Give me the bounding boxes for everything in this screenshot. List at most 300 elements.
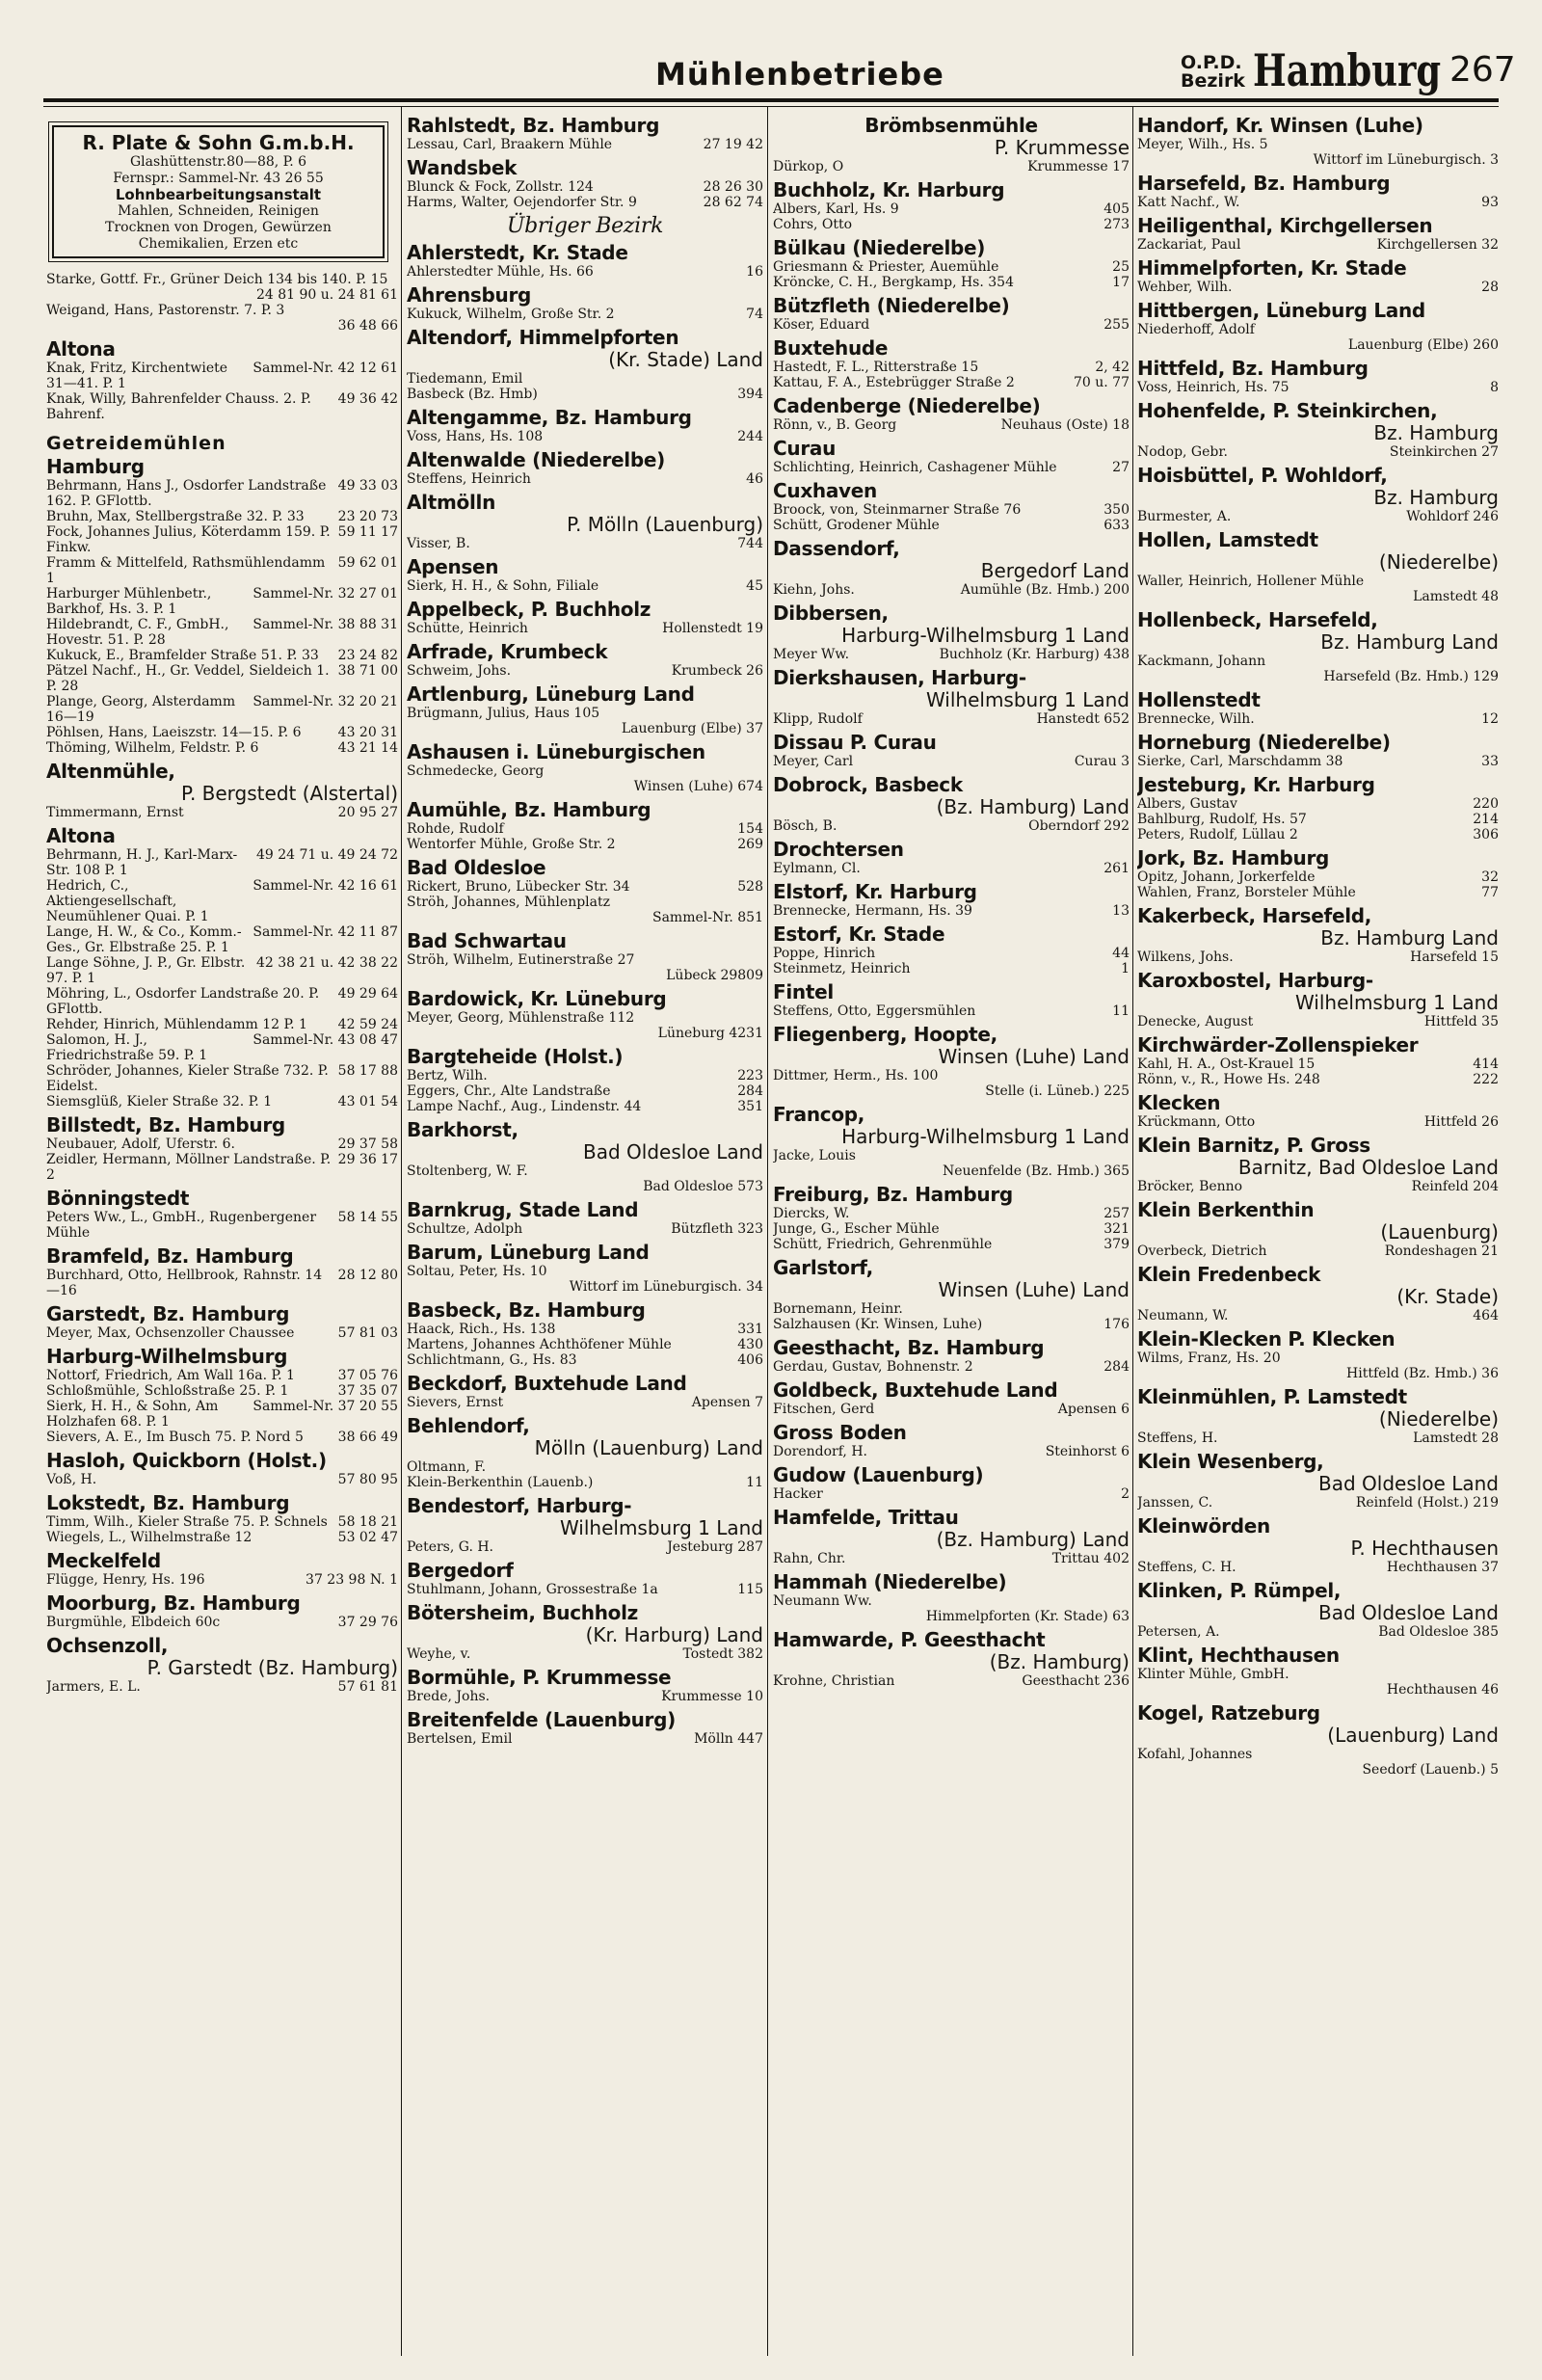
place-subheading: (Niederelbe) — [1378, 550, 1499, 574]
place-heading: Bötersheim, Buchholz — [407, 1601, 638, 1624]
listing-name: Möhring, L., Osdorfer Landstraße 20. P. GFlottb. — [46, 986, 320, 1017]
listing-entry — [46, 740, 398, 756]
listing-name: Rönn, v., R., Howe Hs. 248 — [1137, 1072, 1320, 1087]
place-heading: Kleinmühlen, P. Lamstedt — [1137, 1385, 1407, 1408]
listing-name: Rönn, v., B. Georg — [773, 417, 897, 433]
listing-entry — [46, 1368, 398, 1383]
place-subheading: P. Krummesse — [994, 136, 1130, 159]
listing-phone: Sammel-Nr. 43 08 47 — [253, 1032, 398, 1048]
listing-name: Wiegels, L., Wilhelmstraße 12 — [46, 1530, 253, 1545]
listing-name: Rickert, Bruno, Lübecker Str. 34 — [407, 879, 630, 895]
listing-phone: Hittfeld (Bz. Hmb.) 36 — [1346, 1366, 1499, 1381]
listing-entry — [1137, 1747, 1499, 1762]
listing-name: Bösch, B. — [773, 818, 837, 834]
listing-entry — [773, 360, 1130, 375]
listing-entry — [773, 1609, 1130, 1624]
listing-name: Lange Söhne, J. P., Gr. Elbstr. 97. P. 1 — [46, 955, 246, 986]
listing-entry — [773, 1593, 1130, 1609]
opd-line2: Bezirk — [1181, 70, 1245, 92]
place-heading: Brömbsenmühle — [864, 114, 1038, 137]
listing-name: Burchhard, Otto, Hellbrook, Rahnstr. 14—16 — [46, 1268, 323, 1298]
listing-entry — [773, 460, 1130, 475]
listing-phone: 24 81 90 u. 24 81 61 — [255, 287, 398, 303]
listing-name: Bertz, Wilh. — [407, 1068, 488, 1083]
place-heading: Klein Fredenbeck — [1137, 1263, 1321, 1286]
place-subheading: (Kr. Stade) Land — [608, 348, 763, 371]
listing-phone: Lübeck 29809 — [666, 968, 763, 983]
listing-entry — [1137, 711, 1499, 727]
listing-name — [773, 1163, 937, 1179]
listing-phone: 284 — [737, 1083, 763, 1099]
place-heading: Dissau P. Curau — [773, 731, 937, 754]
opd-line1: O.P.D. — [1181, 52, 1242, 73]
listing-phone: Sammel-Nr. 32 27 01 — [253, 586, 398, 602]
listing-name: Behrmann, Hans J., Osdorfer Landstraße 162. P. GFlottb. — [46, 478, 327, 509]
place-heading: Ahrensburg — [407, 283, 532, 307]
place-subheading: Harburg-Wilhelmsburg 1 Land — [841, 1125, 1130, 1148]
listing-phone: 23 24 82 — [337, 648, 398, 663]
region-heading: Übriger Bezirk — [506, 214, 664, 238]
place-subheading: Wilhelmsburg 1 Land — [925, 688, 1130, 711]
listing-entry — [407, 1395, 763, 1410]
listing-name: Schlichting, Heinrich, Cashagener Mühle — [773, 460, 1057, 475]
listing-entry — [46, 1210, 398, 1241]
place-heading: Wandsbek — [407, 156, 518, 179]
place-subheading: P. Mölln (Lauenburg) — [567, 513, 763, 536]
place-heading: Billstedt, Bz. Hamburg — [46, 1113, 285, 1137]
listing-phone: 306 — [1473, 827, 1499, 842]
listing-entry — [773, 259, 1130, 275]
listing-phone: Wittorf im Lüneburgisch. 34 — [569, 1279, 763, 1295]
listing-phone: Lüneburg 4231 — [657, 1026, 763, 1041]
listing-name: Knak, Fritz, Kirchentwiete 31—41. P. 1 — [46, 361, 228, 391]
listing-entry — [1137, 137, 1499, 152]
listing-name: Rohde, Rudolf — [407, 821, 504, 837]
listing-entry — [407, 387, 763, 402]
place-heading: Hollenbeck, Harsefeld, — [1137, 608, 1378, 631]
place-heading: Horneburg (Niederelbe) — [1137, 731, 1391, 754]
listing-entry — [46, 1679, 398, 1695]
place-subheading: Bergedorf Land — [980, 559, 1130, 582]
listing-name: Sierk, H. H., & Sohn, Am Holzhafen 68. P. 1 — [46, 1399, 219, 1430]
place-heading: Goldbeck, Buxtehude Land — [773, 1378, 1058, 1402]
listing-name: Poppe, Hinrich — [773, 946, 876, 961]
place-heading: Dassendorf, — [773, 537, 900, 560]
listing-entry — [407, 879, 763, 895]
listing-entry — [1137, 1243, 1499, 1259]
listing-name — [407, 721, 616, 736]
listing-entry — [1137, 1179, 1499, 1194]
listing-name: Katt Nachf., W. — [1137, 195, 1240, 210]
place-heading: Harsefeld, Bz. Hamburg — [1137, 172, 1391, 195]
listing-entry — [1137, 669, 1499, 684]
listing-name: Schloßmühle, Schloßstraße 25. P. 1 — [46, 1383, 289, 1399]
listing-name: Denecke, August — [1137, 1014, 1254, 1030]
listing-entry — [773, 946, 1130, 961]
listing-phone: 16 — [746, 264, 763, 280]
listing-entry — [46, 1325, 398, 1341]
listing-entry — [773, 518, 1130, 533]
place-subheading: (Kr. Stade) — [1396, 1285, 1499, 1308]
listing-name: Bertelsen, Emil — [407, 1731, 513, 1747]
listing-phone: 255 — [1103, 317, 1130, 333]
column-2 — [407, 110, 763, 2351]
listing-phone: 2, 42 — [1095, 360, 1130, 375]
listing-phone: 744 — [737, 536, 763, 551]
listing-name: Hildebrandt, C. F., GmbH., Hovestr. 51. P. 28 — [46, 617, 229, 648]
listing-name: Schröder, Johannes, Kieler Straße 732. P. Eidelst. — [46, 1063, 329, 1094]
listing-name: Meyer, Georg, Mühlenstraße 112 — [407, 1010, 635, 1026]
listing-entry — [407, 1337, 763, 1352]
listing-entry — [46, 1472, 398, 1487]
listing-phone: 58 18 21 — [337, 1514, 398, 1530]
listing-name: Steffens, H. — [1137, 1431, 1218, 1446]
listing-entry — [773, 818, 1130, 834]
listing-phone: 17 — [1112, 275, 1130, 290]
listing-name — [1137, 589, 1407, 604]
place-heading: Francop, — [773, 1103, 865, 1126]
listing-name: Bröcker, Benno — [1137, 1179, 1243, 1194]
listing-entry — [1137, 1667, 1499, 1682]
place-heading: Harburg-Wilhelmsburg — [46, 1345, 288, 1368]
listing-entry — [46, 725, 398, 740]
place-heading: Barum, Lüneburg Land — [407, 1241, 650, 1264]
listing-entry — [407, 1646, 763, 1662]
listing-entry — [46, 955, 398, 986]
listing-entry — [773, 903, 1130, 919]
column-1 — [46, 110, 398, 2351]
listing-entry — [1137, 380, 1499, 395]
listing-entry — [46, 617, 398, 648]
listing-phone: 414 — [1473, 1056, 1499, 1072]
place-subheading: (Lauenburg) Land — [1327, 1724, 1499, 1747]
place-subheading: Bad Oldesloe Land — [1318, 1601, 1499, 1624]
listing-phone: 37 05 76 — [337, 1368, 398, 1383]
place-heading: Hollen, Lamstedt — [1137, 528, 1318, 551]
listing-name: Albers, Gustav — [1137, 796, 1237, 812]
listing-phone: 49 36 42 — [337, 391, 398, 407]
listing-name — [46, 287, 251, 303]
listing-name: Nodop, Gebr. — [1137, 444, 1228, 460]
listing-name: Voss, Heinrich, Hs. 75 — [1137, 380, 1289, 395]
listing-name: Kukuck, Wilhelm, Große Str. 2 — [407, 307, 615, 322]
listing-entry — [407, 195, 763, 210]
category-heading: Getreidemühlen — [46, 433, 226, 454]
place-heading: Beckdorf, Buxtehude Land — [407, 1372, 687, 1395]
listing-name: Jarmers, E. L. — [46, 1679, 141, 1695]
place-heading: Altenwalde (Niederelbe) — [407, 448, 665, 471]
listing-phone: 154 — [737, 821, 763, 837]
listing-entry — [407, 536, 763, 551]
listing-entry — [1137, 1072, 1499, 1087]
listing-phone: 74 — [746, 307, 763, 322]
listing-name: Wilkens, Johs. — [1137, 949, 1234, 965]
listing-entry — [407, 1068, 763, 1083]
listing-entry — [407, 1582, 763, 1597]
listing-phone: 220 — [1473, 796, 1499, 812]
listing-name: Basbeck (Bz. Hmb) — [407, 387, 538, 402]
listing-phone: 29 36 17 — [337, 1152, 398, 1167]
listing-phone: Bad Oldesloe 573 — [643, 1179, 763, 1194]
listing-phone: 93 — [1481, 195, 1499, 210]
listing-phone: Bützfleth 323 — [671, 1221, 763, 1237]
place-heading: Hamfelde, Trittau — [773, 1506, 959, 1529]
place-heading: Cadenberge (Niederelbe) — [773, 394, 1041, 417]
place-heading: Drochtersen — [773, 838, 904, 861]
listing-entry — [407, 578, 763, 594]
ad-subtitle: Lohnbearbeitungsanstalt — [115, 186, 322, 203]
listing-entry — [773, 417, 1130, 433]
listing-name: Hastedt, F. L., Ritterstraße 15 — [773, 360, 979, 375]
listing-phone: 406 — [737, 1352, 763, 1368]
listing-phone: Krumbeck 26 — [671, 663, 763, 679]
place-heading: Buxtehude — [773, 336, 889, 360]
listing-name: Niederhoff, Adolf — [1137, 322, 1255, 337]
column-divider — [401, 106, 402, 2356]
listing-phone: Sammel-Nr. 42 12 61 — [253, 361, 398, 376]
listing-entry — [1137, 812, 1499, 827]
listing-name: Tiedemann, Emil — [407, 371, 523, 387]
listing-phone: 77 — [1481, 885, 1499, 900]
place-heading: Meckelfeld — [46, 1549, 161, 1572]
listing-name: Lampe Nachf., Aug., Lindenstr. 44 — [407, 1099, 642, 1114]
listing-phone: Himmelpforten (Kr. Stade) 63 — [925, 1609, 1130, 1624]
listing-name — [46, 318, 332, 334]
listing-entry — [1137, 1431, 1499, 1446]
listing-entry — [773, 502, 1130, 518]
listing-name: Brennecke, Wilh. — [1137, 711, 1255, 727]
listing-phone: Hechthausen 46 — [1386, 1682, 1499, 1698]
listing-entry — [1137, 869, 1499, 885]
listing-phone: 176 — [1103, 1317, 1130, 1332]
listing-name: Lange, H. W., & Co., Komm.-Ges., Gr. Elbstraße 25. P. 1 — [46, 924, 242, 955]
listing-phone: 36 48 66 — [337, 318, 398, 334]
listing-entry — [1137, 509, 1499, 524]
listing-name: Voss, Hans, Hs. 108 — [407, 429, 544, 444]
place-subheading: (Bz. Hamburg) — [989, 1650, 1130, 1673]
listing-name: Overbeck, Dietrich — [1137, 1243, 1267, 1259]
listing-name: Wilms, Franz, Hs. 20 — [1137, 1350, 1281, 1366]
listing-phone: 46 — [746, 471, 763, 487]
column-divider — [767, 106, 768, 2356]
listing-entry — [46, 847, 398, 878]
listing-entry — [773, 861, 1130, 876]
listing-name: Knak, Willy, Bahrenfelder Chauss. 2. P. Bahrenf. — [46, 391, 311, 422]
listing-entry — [407, 763, 763, 779]
listing-entry — [46, 1032, 398, 1063]
listing-phone: Lamstedt 48 — [1413, 589, 1499, 604]
ad-body-line: Mahlen, Schneiden, Reinigen — [118, 203, 319, 219]
place-heading: Altendorf, Himmelpforten — [407, 326, 679, 349]
listing-phone: Reinfeld 204 — [1411, 1179, 1499, 1194]
listing-phone: 57 80 95 — [337, 1472, 398, 1487]
listing-phone: Hanstedt 652 — [1036, 711, 1130, 727]
listing-name: Klein-Berkenthin (Lauenb.) — [407, 1475, 594, 1490]
listing-name: Steffens, Heinrich — [407, 471, 531, 487]
opd-label — [1181, 54, 1245, 91]
listing-name: Sierk, H. H., & Sohn, Filiale — [407, 578, 599, 594]
ad-title: R. Plate & Sohn G.m.b.H. — [82, 131, 355, 154]
place-subheading: P. Garstedt (Bz. Hamburg) — [146, 1656, 398, 1679]
place-heading: Altengamme, Bz. Hamburg — [407, 406, 692, 429]
advertisement — [52, 125, 385, 258]
listing-entry — [773, 1301, 1130, 1317]
listing-phone: 28 12 80 — [337, 1268, 398, 1283]
listing-entry — [1137, 827, 1499, 842]
listing-entry — [407, 1689, 763, 1704]
place-heading: Kakerbeck, Harsefeld, — [1137, 904, 1372, 927]
listing-entry — [773, 1163, 1130, 1179]
section-title: Mühlenbetriebe — [655, 56, 944, 93]
place-heading: Lokstedt, Bz. Hamburg — [46, 1491, 290, 1514]
place-heading: Klein Berkenthin — [1137, 1198, 1315, 1221]
listing-name: Schütt, Friedrich, Gehrenmühle — [773, 1237, 993, 1252]
listing-phone: 49 29 64 — [337, 986, 398, 1002]
listing-phone: 633 — [1103, 518, 1130, 533]
listing-name — [1137, 669, 1317, 684]
listing-phone: 49 33 03 — [337, 478, 398, 494]
listing-entry — [773, 1359, 1130, 1375]
listing-entry — [46, 1430, 398, 1445]
listing-name: Meyer Ww. — [773, 647, 850, 662]
listing-entry — [407, 1163, 763, 1179]
place-heading: Rahlstedt, Bz. Hamburg — [407, 114, 660, 137]
listing-entry — [1137, 1495, 1499, 1511]
listing-name: Kröncke, C. H., Bergkamp, Hs. 354 — [773, 275, 1014, 290]
listing-entry — [407, 1083, 763, 1099]
listing-name: Weyhe, v. — [407, 1646, 471, 1662]
listing-name: Janssen, C. — [1137, 1495, 1213, 1511]
listing-entry — [407, 1352, 763, 1368]
place-heading: Altmölln — [407, 491, 496, 514]
listing-name: Wahlen, Franz, Borsteler Mühle — [1137, 885, 1356, 900]
listing-entry — [407, 910, 763, 925]
listing-phone: 464 — [1473, 1308, 1499, 1324]
listing-phone: 29 37 58 — [337, 1137, 398, 1152]
listing-name: Starke, Gottf. Fr., Grüner Deich 134 bis 140. P. 15 — [46, 272, 388, 287]
place-subheading: (Bz. Hamburg) Land — [936, 795, 1130, 818]
listing-phone: 45 — [746, 578, 763, 594]
place-heading: Klein-Klecken P. Klecken — [1137, 1327, 1396, 1350]
listing-phone: 43 01 54 — [337, 1094, 398, 1110]
listing-name: Timm, Wilh., Kieler Straße 75. P. Schnels — [46, 1514, 328, 1530]
listing-phone: Oberndorf 292 — [1028, 818, 1130, 834]
listing-phone: 8 — [1490, 380, 1499, 395]
listing-entry — [773, 317, 1130, 333]
listing-name: Salomon, H. J., Friedrichstraße 59. P. 1 — [46, 1032, 208, 1063]
listing-entry — [407, 721, 763, 736]
listing-entry — [773, 582, 1130, 598]
listing-name: Timmermann, Ernst — [46, 805, 184, 820]
listing-name: Sierke, Carl, Marschdamm 38 — [1137, 754, 1343, 769]
listing-entry — [773, 647, 1130, 662]
listing-entry — [46, 1137, 398, 1152]
listing-entry — [46, 663, 398, 694]
listing-entry — [773, 1486, 1130, 1502]
listing-name: Krückmann, Otto — [1137, 1114, 1256, 1130]
listing-phone: Hollenstedt 19 — [662, 621, 763, 636]
listing-entry — [773, 201, 1130, 217]
place-heading: Klein Wesenberg, — [1137, 1450, 1324, 1473]
listing-phone: 43 21 14 — [337, 740, 398, 756]
place-subheading: Bz. Hamburg — [1373, 486, 1499, 509]
listing-phone: Sammel-Nr. 37 20 55 — [253, 1399, 398, 1414]
listing-entry — [407, 821, 763, 837]
listing-name: Petersen, A. — [1137, 1624, 1220, 1640]
listing-entry — [773, 217, 1130, 232]
place-heading: Dierkshausen, Harburg- — [773, 666, 1026, 689]
listing-entry — [773, 711, 1130, 727]
listing-phone: 394 — [737, 387, 763, 402]
listing-entry — [773, 1237, 1130, 1252]
listing-name: Meyer, Max, Ochsenzoller Chaussee — [46, 1325, 295, 1341]
place-heading: Garstedt, Bz. Hamburg — [46, 1302, 290, 1325]
place-heading: Moorburg, Bz. Hamburg — [46, 1591, 301, 1615]
place-heading: Freiburg, Bz. Hamburg — [773, 1183, 1013, 1206]
listing-phone: 1 — [1121, 961, 1130, 976]
listing-entry — [46, 986, 398, 1017]
listing-name — [407, 1179, 637, 1194]
place-subheading: (Niederelbe) — [1378, 1407, 1499, 1431]
listing-name: Ahlerstedter Mühle, Hs. 66 — [407, 264, 594, 280]
listing-entry — [1137, 1762, 1499, 1778]
listing-phone: 257 — [1103, 1206, 1130, 1221]
listing-entry — [1137, 444, 1499, 460]
place-heading: Altona — [46, 337, 116, 361]
listing-name: Bruhn, Max, Stellbergstraße 32. P. 33 — [46, 509, 305, 524]
listing-name: Kattau, F. A., Estebrügger Straße 2 — [773, 375, 1015, 390]
listing-entry — [1137, 337, 1499, 353]
listing-entry — [407, 663, 763, 679]
listing-entry — [46, 361, 398, 391]
place-heading: Basbeck, Bz. Hamburg — [407, 1298, 646, 1322]
listing-phone: Stelle (i. Lüneb.) 225 — [985, 1083, 1130, 1099]
ad-line: Glashüttenstr.80—88, P. 6 — [129, 154, 307, 170]
listing-phone: Reinfeld (Holst.) 219 — [1355, 1495, 1499, 1511]
listing-entry — [46, 509, 398, 524]
listing-phone: Lamstedt 28 — [1413, 1431, 1499, 1446]
listing-name — [1137, 337, 1343, 353]
listing-entry — [407, 1010, 763, 1026]
listing-phone: Trittau 402 — [1051, 1551, 1130, 1566]
listing-name — [407, 1026, 652, 1041]
listing-entry — [407, 1221, 763, 1237]
place-heading: Ahlerstedt, Kr. Stade — [407, 241, 628, 264]
listing-phone: 57 81 03 — [337, 1325, 398, 1341]
listing-entry — [407, 968, 763, 983]
listing-name: Diercks, W. — [773, 1206, 850, 1221]
place-heading: Jork, Bz. Hamburg — [1137, 846, 1330, 869]
listing-phone: 11 — [1112, 1003, 1130, 1019]
listing-name: Schmedecke, Georg — [407, 763, 545, 779]
listing-phone: Buchholz (Kr. Harburg) 438 — [939, 647, 1130, 662]
place-heading: Hittfeld, Bz. Hamburg — [1137, 357, 1369, 380]
listing-entry — [407, 837, 763, 852]
listing-phone: 28 — [1481, 280, 1499, 295]
listing-name: Wentorfer Mühle, Große Str. 2 — [407, 837, 616, 852]
listing-entry — [1137, 1350, 1499, 1366]
listing-phone: Apensen 7 — [691, 1395, 763, 1410]
listing-phone: 38 71 00 — [337, 663, 398, 679]
listing-phone: 70 u. 77 — [1074, 375, 1130, 390]
listing-phone: Lauenburg (Elbe) 260 — [1347, 337, 1499, 353]
header-rule — [43, 98, 1499, 102]
listing-phone: 269 — [737, 837, 763, 852]
listing-name: Neubauer, Adolf, Uferstr. 6. — [46, 1137, 235, 1152]
place-heading: Bramfeld, Bz. Hamburg — [46, 1244, 294, 1268]
place-heading: Gross Boden — [773, 1421, 907, 1444]
listing-name: Burgmühle, Elbdeich 60c — [46, 1615, 221, 1630]
